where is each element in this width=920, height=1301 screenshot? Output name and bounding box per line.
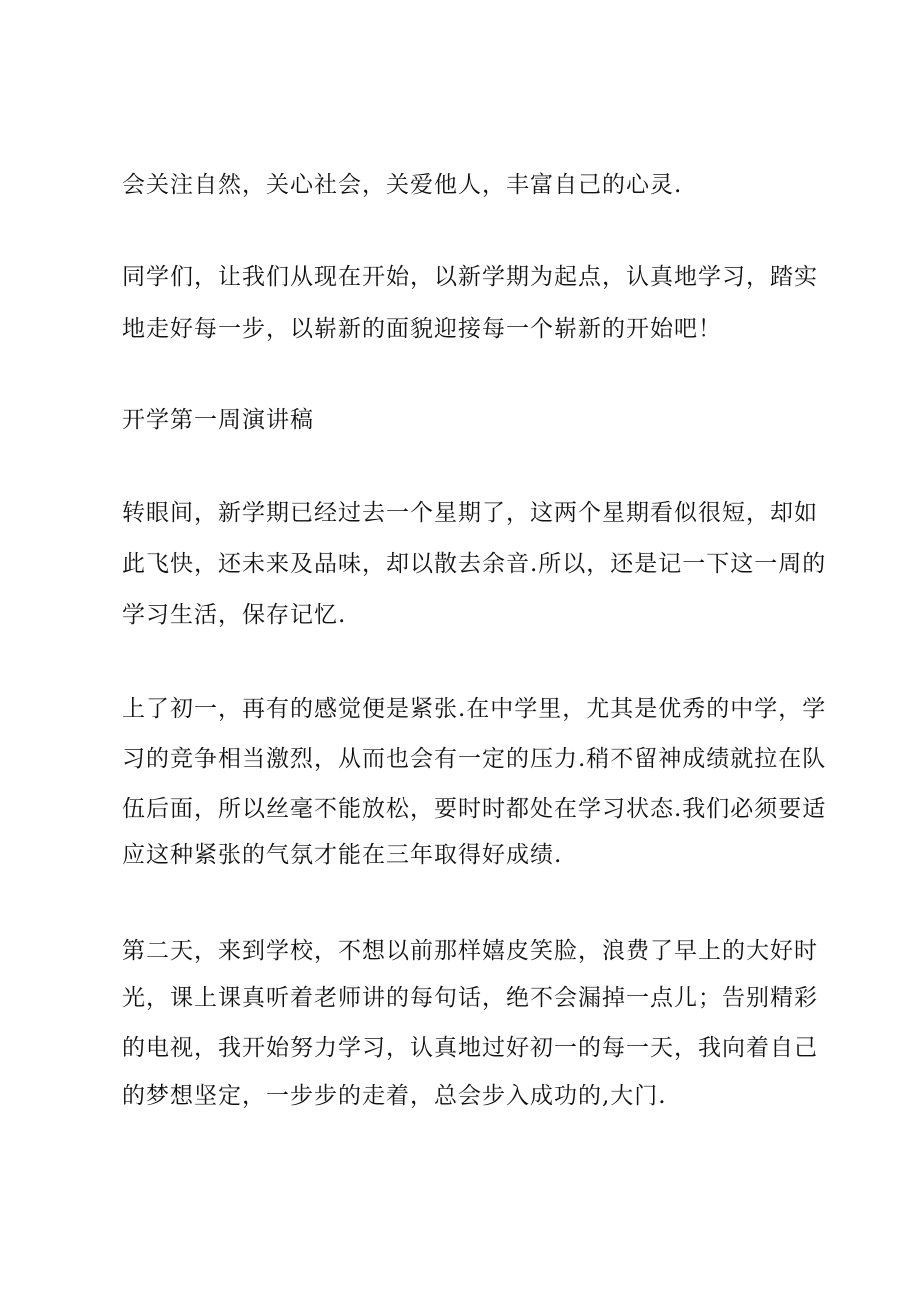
paragraph-line: 此飞快，还未来及品味，却以散去余音.所以，还是记一下这一周的 (122, 551, 827, 577)
section-title: 开学第一周演讲稿 (122, 407, 314, 433)
paragraph-line: 会关注自然，关心社会，关爱他人，丰富自己的心灵. (122, 172, 683, 198)
paragraph-line: 同学们，让我们从现在开始，以新学期为起点，认真地学习，踏实 (122, 264, 818, 290)
paragraph-line: 应这种紧张的气氛才能在三年取得好成绩. (122, 842, 563, 868)
paragraph-line: 的电视，我开始努力学习，认真地过好初一的每一天，我向着自己 (122, 1035, 818, 1061)
paragraph-line: 伍后面，所以丝毫不能放松，要时时都处在学习状态.我们必须要适 (122, 796, 827, 822)
paragraph-line: 光，课上课真听着老师讲的每句话，绝不会漏掉一点儿；告别精彩 (122, 985, 818, 1011)
paragraph-line: 第二天，来到学校，不想以前那样嬉皮笑脸，浪费了早上的大好时 (122, 938, 818, 964)
paragraph-line: 的梦想坚定，一步步的走着，总会步入成功的,大门. (122, 1083, 667, 1109)
paragraph-line: 上了初一，再有的感觉便是紧张.在中学里，尤其是优秀的中学，学 (122, 696, 827, 722)
paragraph-line: 学习生活，保存记忆. (122, 602, 347, 628)
paragraph-line: 习的竞争相当激烈，从而也会有一定的压力.稍不留神成绩就拉在队 (122, 746, 827, 772)
paragraph-line: 地走好每一步，以崭新的面貌迎接每一个崭新的开始吧！ (122, 316, 722, 342)
paragraph-line: 转眼间，新学期已经过去一个星期了，这两个星期看似很短，却如 (122, 500, 818, 526)
